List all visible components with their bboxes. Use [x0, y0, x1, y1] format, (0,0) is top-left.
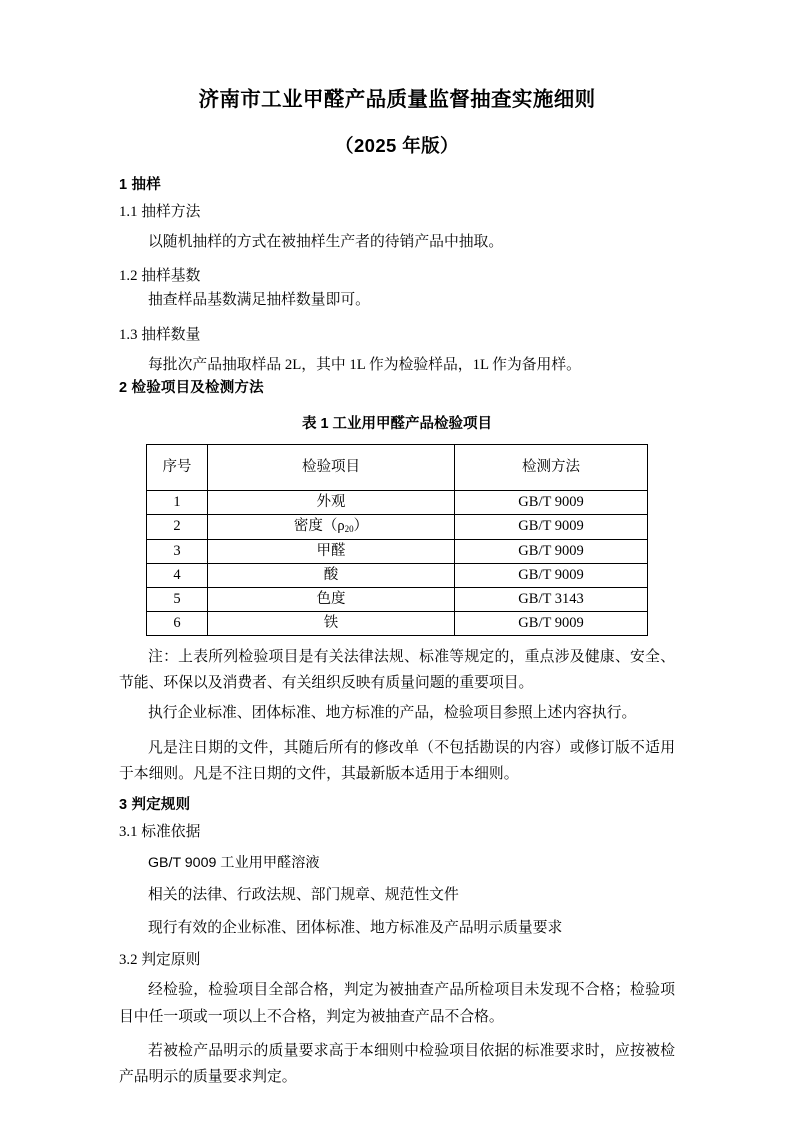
- section-3-1-heading: 3.1 标准依据: [119, 823, 201, 840]
- inspection-items-table: [146, 444, 648, 636]
- cell-no: 3: [147, 539, 208, 563]
- cell-item: 铁: [208, 611, 455, 635]
- page-subtitle: （2025 年版）: [335, 134, 459, 156]
- table-row: [147, 539, 648, 563]
- cell-item: 酸: [208, 563, 455, 587]
- table-body: [147, 490, 648, 635]
- cell-method: GB/T 9009: [455, 514, 648, 539]
- table-1-caption: 表 1 工业用甲醛产品检验项目: [301, 415, 493, 432]
- cell-no: 2: [147, 514, 208, 539]
- cell-method: GB/T 9009: [455, 563, 648, 587]
- section-2-heading: 2 检验项目及检测方法: [119, 380, 264, 397]
- section-1-1-body: 以随机抽样的方式在被抽样生产者的待销产品中抽取。: [148, 233, 504, 250]
- table-row: [147, 611, 648, 635]
- cell-item: 外观: [208, 490, 455, 514]
- standard-item-1: 相关的法律、行政法规、部门规章、规范性文件: [148, 887, 459, 904]
- cell-no: 6: [147, 611, 208, 635]
- table-note: 注：上表所列检验项目是有关法律法规、标准等规定的，重点涉及健康、安全、节能、环保以及消费者、有关组织反映有质量问题的重要项目。: [119, 648, 675, 691]
- cell-item: 密度$(\rho_{20})$: [208, 514, 455, 539]
- section-1-heading: 1 抽样: [119, 176, 161, 193]
- cell-no: 5: [147, 587, 208, 611]
- column-header-no: 序号: [147, 444, 208, 490]
- cell-no: 4: [147, 563, 208, 587]
- cell-item: 色度: [208, 587, 455, 611]
- table-note-2: 执行企业标准、团体标准、地方标准的产品，检验项目参照上述内容执行。: [148, 705, 637, 722]
- table-row: [147, 587, 648, 611]
- table-row: [147, 514, 648, 539]
- page-title: 济南市工业甲醛产品质量监督抽查实施细则: [198, 88, 596, 111]
- section-1-2-body: 抽查样品基数满足抽样数量即可。: [148, 292, 370, 309]
- section-3-2-body-1: 经检验，检验项目全部合格，判定为被抽查产品所检项目未发现不合格；检验项目中任一项或一项以上不合格，判定为被抽查产品不合格。: [119, 982, 675, 1025]
- cell-no: 1: [147, 490, 208, 514]
- column-header-item: 检验项目: [208, 444, 455, 490]
- cell-method: GB/T 9009: [455, 539, 648, 563]
- table-row: [147, 563, 648, 587]
- section-3-heading: 3 判定规则: [119, 797, 191, 814]
- standard-item-0: GB/T 9009 工业用甲醛溶液: [148, 855, 320, 872]
- section-1-1-heading: 1.1 抽样方法: [119, 203, 201, 220]
- cell-method: GB/T 9009: [455, 490, 648, 514]
- section-1-3-heading: 1.3 抽样数量: [119, 326, 201, 343]
- table-row: [147, 490, 648, 514]
- cell-method: GB/T 3143: [455, 587, 648, 611]
- cell-item: 甲醛: [208, 539, 455, 563]
- cell-method: GB/T 9009: [455, 611, 648, 635]
- section-3-2-heading: 3.2 判定原则: [119, 952, 201, 969]
- section-3-2-body-2: 若被检产品明示的质量要求高于本细则中检验项目依据的标准要求时，应按被检产品明示的质量要求判定。: [119, 1042, 675, 1086]
- section-1-3-body: 每批次产品抽取样品 2L，其中 1L 作为检验样品，1L 作为备用样。: [148, 356, 581, 373]
- section-1-2-heading: 1.2 抽样基数: [119, 268, 201, 285]
- document-content: [119, 0, 675, 1091]
- table-header-row: [147, 444, 648, 490]
- column-header-method: 检测方法: [455, 444, 648, 490]
- table-note-3: 凡是注日期的文件，其随后所有的修改单（不包括勘误的内容）或修订版不适用于本细则。凡是不注日期的文件，其最新版本适用于本细则。: [119, 739, 675, 782]
- standard-item-2: 现行有效的企业标准、团体标准、地方标准及产品明示质量要求: [148, 919, 563, 936]
